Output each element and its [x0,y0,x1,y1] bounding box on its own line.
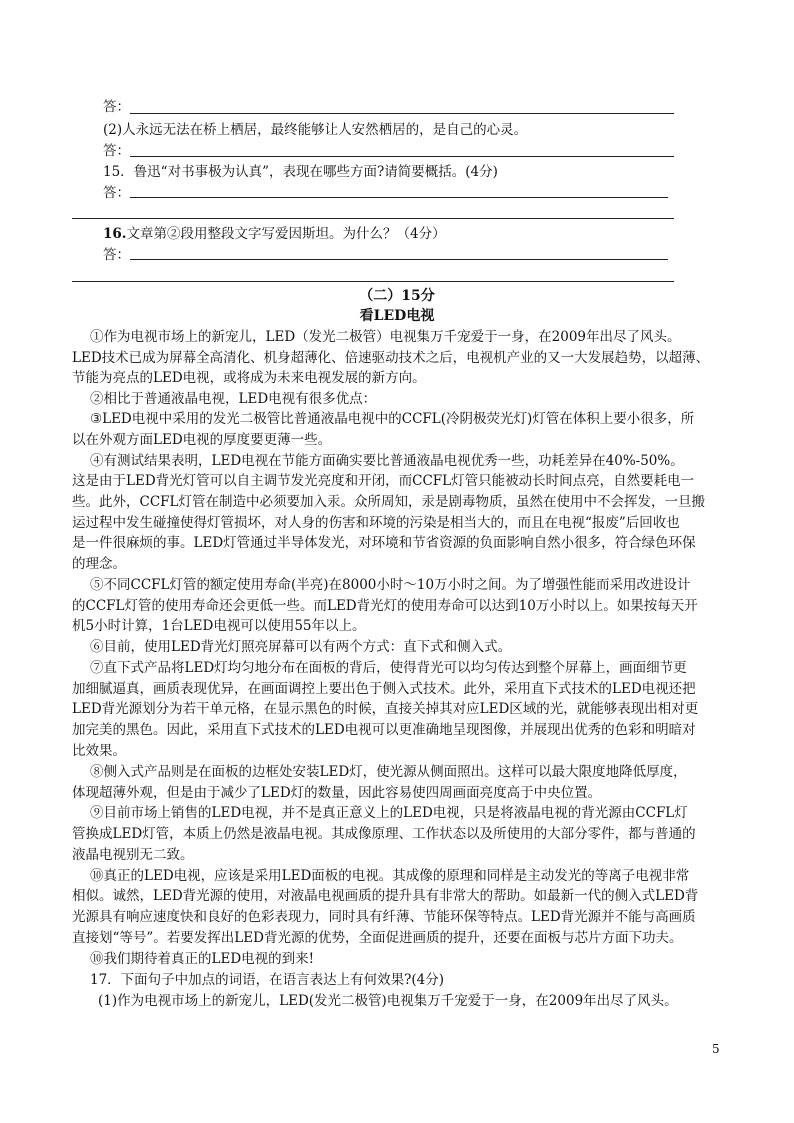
body-line: 加细腻逼真，画质表现优异，在画面调控上要出色于侧入式技术。此外，采用直下式技术的LED电视还把 [72,681,696,697]
answer-label: 答： [103,247,130,263]
body-line: 直接划“等号”。若要发挥出LED背光源的优势，全面促进画质的提升，还要在面板与芯片方面下功夫。 [72,930,683,946]
article-title: 看LED电视 [359,308,435,324]
body-line: ③LED电视中采用的发光二极管比普通液晶电视中的CCFL(冷阴极荧光灯)灯管在体积上要小很多，所 [90,411,695,427]
answer-line [130,259,668,260]
body-line: ④有测试结果表明，LED电视在节能方面确实要比普通液晶电视优秀一些，功耗差异在40%-50%。 [90,453,684,469]
body-line: 节能为亮点的LED电视，或将成为未来电视发展的新方向。 [72,370,426,386]
question-17: 17．下面句子中加点的词语，在语言表达上有何效果?(4分) [90,972,445,988]
answer-label: 答： [103,185,130,201]
question-16-number: 16. [103,226,127,242]
body-line: 运过程中发生碰撞使得灯管损坏，对人身的伤害和环境的污染是相当大的，而且在电视“报废”后回收也 [72,515,680,531]
answer-line [130,156,674,157]
body-line: ⑧侧入式产品则是在面板的边框处安装LED灯，使光源从侧面照出。这样可以最大限度地降低厚度， [90,764,687,780]
body-line: 些。此外，CCFL灯管在制造中必须要加入汞。众所周知，汞是剧毒物质，虽然在使用中不会挥发，一旦搬 [72,494,705,510]
body-line: 这是由于LED背光灯管可以自主调节发光亮度和开闭，而CCFL灯管只能被动长时间点亮，自然要耗电一 [72,473,695,489]
body-line: LED背光源划分为若干单元格，在显示黑色的时候，直接关掉其对应LED区域的光，就能够表现出相对更 [72,701,699,717]
body-line: 是一件很麻烦的事。LED灯管通过半导体发光，对环境和节省资源的负面影响自然小很多，符合绿色环保 [72,535,696,551]
body-line: ⑩真正的LED电视，应该是采用LED面板的电视。其成像的原理和同样是主动发光的等离子电视非常 [90,868,690,884]
body-line: ②相比于普通液晶电视，LED电视有很多优点： [90,391,377,407]
body-line: 机5小时计算，1台LED电视可以使用55年以上。 [72,618,366,634]
question-15: 15．鲁迅“对书事极为认真”，表现在哪些方面?请简要概括。(4分) [103,164,498,180]
body-line: ⑤不同CCFL灯管的额定使用寿命(半亮)在8000小时～10万小时之间。为了增强性能而采用改进设计 [90,577,691,593]
body-line: 体现超薄外观，但是由于减少了LED灯的数量，因此容易使四周画面亮度高于中央位置。 [72,785,602,801]
body-line: 的理念。 [72,556,126,572]
body-line: 加完美的黑色。因此，采用直下式技术的LED电视可以更准确地呈现图像，并展现出优秀的色彩和明暗对 [72,722,696,738]
question-16 [103,224,446,244]
page-number: 5 [712,1042,720,1056]
answer-line-full [72,218,674,219]
question-14-sub2: (2)人永远无法在桥上栖居，最终能够让人安然栖居的，是自己的心灵。 [103,122,528,138]
body-line: 比效果。 [72,743,126,759]
answer-label: 答： [103,143,130,159]
body-line: ⑥目前，使用LED背光灯照亮屏幕可以有两个方式：直下式和侧入式。 [90,639,512,655]
body-line: 管换成LED灯管，本质上仍然是液晶电视。其成像原理、工作状态以及所使用的大部分零件，都与普通的 [72,826,696,842]
body-line: ①作为电视市场上的新宠儿，LED（发光二极管）电视集万千宠爱于一身，在2009年出尽了风头。 [90,329,681,345]
body-line: 液晶电视别无二致。 [72,847,194,863]
body-line: 相似。诚然，LED背光源的使用，对液晶电视画质的提升具有非常大的帮助。如最新一代的侧入式LED背 [72,888,699,904]
body-line: 光源具有响应速度快和良好的色彩表现力，同时具有纤薄、节能环保等特点。LED背光源并不能与高画质 [72,909,696,925]
body-line: 的CCFL灯管的使用寿命还会更低一些。而LED背光灯的使用寿命可以达到10万小时以上。如果按每天开 [72,598,698,614]
answer-line-full [72,281,674,282]
section-heading: （二）15分 [359,288,435,304]
body-line: LED技术已成为屏幕全高清化、机身超薄化、倍速驱动技术之后，电视机产业的又一大发展趋势，以超薄、 [72,350,710,366]
answer-label: 答： [103,99,130,115]
body-line: 以在外观方面LED电视的厚度要更薄一些。 [72,432,332,448]
question-17-sub1: (1)作为电视市场上的新宠儿，LED(发光二极管)电视集万千宠爱于一身，在2009年出尽了风头。 [98,993,678,1009]
body-line: ⑦直下式产品将LED灯均匀地分布在面板的背后，使得背光可以均匀传达到整个屏幕上，画面细节更 [90,660,687,676]
answer-line [130,197,668,198]
answer-line [130,113,674,114]
body-line: ⑩我们期待着真正的LED电视的到来! [90,951,315,967]
body-line: ⑨目前市场上销售的LED电视，并不是真正意义上的LED电视，只是将液晶电视的背光源由CCFL灯 [90,805,688,821]
question-16-text: 文章第②段用整段文字写爱因斯坦。为什么？（4分） [126,226,446,242]
